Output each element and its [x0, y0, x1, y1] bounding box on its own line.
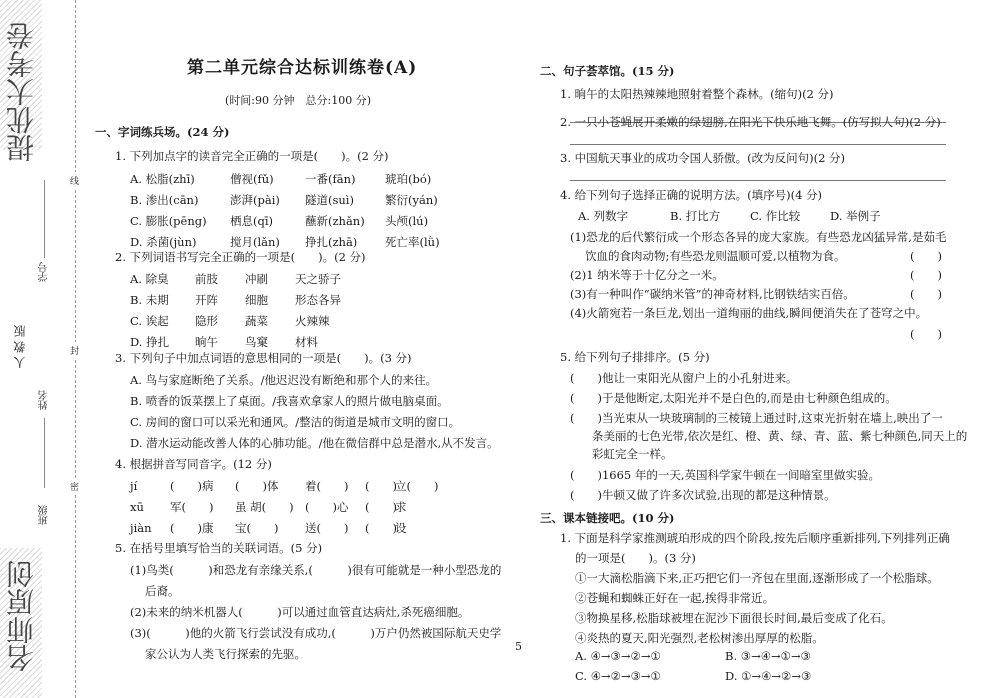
q2-d4: 材料	[295, 335, 318, 349]
q2-c3: 蔬菜	[245, 314, 268, 328]
q1-d1: D. 杀菌(jùn)	[130, 235, 197, 249]
s2-q5-line-7: ( )牛顿又做了许多次试验,出现的都是这种情景。	[570, 488, 836, 502]
s2-q5-line-4: 条美丽的七色光带,依次是红、橙、黄、绿、青、蓝、紫七种颜色,同天上的	[592, 429, 968, 443]
q1-d2: 搅月(lǎn)	[230, 235, 280, 249]
q2-a1: A. 除臭	[130, 272, 169, 286]
s2-q4-line-2: 饮血的食肉动物;有些恐龙则温顺可爱,以植物为食。	[585, 249, 846, 263]
s3-q1-choice-d: D. ①→④→②→③	[725, 669, 812, 683]
q2-b2: 开阵	[195, 293, 218, 307]
q4-r1-c3: 着( )	[305, 479, 349, 493]
brand-bottom: 名师原创	[5, 560, 38, 672]
q4-r3-c2: 宝( )	[235, 521, 279, 535]
q2-c1: C. 诶起	[130, 314, 169, 328]
q2-a2: 前肢	[195, 272, 218, 286]
section-3-heading: 三、课本链接吧。(10 分)	[540, 511, 675, 525]
q1-c1: C. 膨胀(pēng)	[130, 214, 207, 228]
q4-r2-c2: 虽 胡( )	[235, 500, 294, 514]
s2-q5-line-6: ( )1665 年的一天,英国科学家牛顿在一间暗室里做实验。	[570, 468, 881, 482]
q1-b1: B. 渗出(cān)	[130, 193, 199, 207]
q2-a3: 冲刷	[245, 272, 268, 286]
q3-c: C. 房间的窗口可以采光和通风。/整洁的街道是城市文明的窗口。	[130, 415, 461, 429]
s2-q4-paren-2[interactable]: ( )	[910, 268, 942, 282]
q1-b2: 澎湃(pài)	[230, 193, 280, 207]
s3-q1-item-2: ②苍蝇和蜘蛛正好在一起,挨得非常近。	[575, 591, 775, 605]
cut-word-xian: 线	[70, 172, 79, 189]
q4-r2-c3: ( )心	[305, 500, 349, 514]
page-number: 5	[515, 640, 522, 653]
s2-q4-opt-c: C. 作比较	[750, 209, 801, 223]
q1-a1: A. 松脂(zhī)	[130, 172, 195, 186]
q5-line-1: (1)鸟类( )和恐龙有亲缘关系,( )很有可能就是一种小型恐龙的	[130, 563, 502, 577]
q2-b1: B. 未期	[130, 293, 169, 307]
q4-stem: 4. 根据拼音写同音字。(12 分)	[115, 457, 272, 471]
q2-b4: 形态各异	[295, 293, 341, 307]
q3-b: B. 喷香的饭菜摆上了桌面。/我喜欢拿家人的照片做电脑桌面。	[130, 394, 449, 408]
q4-r1-c5: 立( )	[395, 479, 439, 493]
s2-q3-answer-line[interactable]	[570, 180, 946, 181]
s2-q5-stem: 5. 给下列句子排排序。(5 分)	[560, 350, 710, 364]
q2-stem: 2. 下列词语书写完全正确的一项是( )。(2 分)	[115, 250, 366, 264]
q1-d4: 死亡率(lǜ)	[385, 235, 440, 249]
q4-r2-c4: ( )	[365, 500, 397, 514]
q2-d3: 鸟窠	[245, 335, 268, 349]
q5-stem: 5. 在括号里填写恰当的关联词语。(5 分)	[115, 541, 323, 555]
q4-r3-c5: 设	[395, 521, 407, 535]
class-label: 班级	[39, 505, 50, 525]
q4-r3-c4: ( )	[365, 521, 397, 535]
q4-r2-pinyin: xū	[130, 500, 144, 514]
s2-q4-paren-4[interactable]: ( )	[910, 327, 942, 341]
s2-q1: 1. 晌午的太阳热辣辣地照射着整个森林。(缩句)(2 分)	[560, 87, 834, 101]
q5-line-3: (2)未来的纳米机器人( )可以通过血管直达病灶,杀死癌细胞。	[130, 605, 470, 619]
q1-a3: 一番(fān)	[305, 172, 356, 186]
s2-q4-line-5: (4)火箭宛若一条巨龙,划出一道绚丽的曲线,瞬间便消失在了苍穹之中。	[570, 306, 928, 320]
edition-label: 人 教 版	[13, 325, 27, 369]
q1-c2: 栖息(qī)	[230, 214, 274, 228]
q4-r3-c3: 送( )	[305, 521, 349, 535]
s2-q4-paren-3[interactable]: ( )	[910, 287, 942, 301]
page-title: 第二单元综合达标训练卷(A)	[187, 58, 418, 78]
q4-r3-pinyin: jiàn	[130, 521, 152, 535]
q1-a4: 琥珀(bó)	[385, 172, 432, 186]
s3-q1-item-4: ④炎热的夏天,阳光强烈,老松树渗出厚厚的松脂。	[575, 631, 824, 645]
q4-r1-c1: ( )病	[170, 479, 214, 493]
s3-q1-stem-2: 的一项是( )。(3 分)	[575, 551, 696, 565]
name-line	[44, 418, 45, 488]
q4-r1-c4: ( )	[365, 479, 397, 493]
q2-b3: 细胞	[245, 293, 268, 307]
s2-q4-line-1: (1)恐龙的后代繁衍成一个形态各异的庞大家族。有些恐龙凶猛异常,是茹毛	[570, 230, 947, 244]
s2-q4-opt-b: B. 打比方	[670, 209, 721, 223]
q1-c3: 蘸新(zhǎn)	[305, 214, 365, 228]
s2-q5-line-1: ( )他让一束阳光从窗户上的小孔射进来。	[570, 371, 798, 385]
q1-d3: 挣扎(zhā)	[305, 235, 358, 249]
s2-q2-answer-line[interactable]	[570, 144, 946, 145]
s2-q5-line-2: ( )于是他断定,太阳光并不是白色的,而是由七种颜色组成的。	[570, 391, 897, 405]
s2-q4-paren-1[interactable]: ( )	[910, 249, 942, 263]
q1-b4: 繁衍(yán)	[385, 193, 438, 207]
q2-c4: 火辣辣	[295, 314, 330, 328]
binding-strip	[0, 0, 80, 698]
section-2-heading: 二、句子荟萃馆。(15 分)	[540, 64, 675, 78]
cut-word-mi: 密	[70, 478, 79, 495]
s2-q5-line-3: ( )当光束从一块玻璃制的三棱镜上通过时,这束光折射在墙上,映出了一	[570, 411, 943, 425]
q4-r2-c1: 军( )	[170, 500, 214, 514]
exam-meta: (时间:90 分钟 总分:100 分)	[225, 94, 371, 107]
q1-b3: 隧道(suì)	[305, 193, 354, 207]
q5-line-4: (3)( )他的火箭飞行尝试没有成功,( )万户仍然被国际航天史学	[130, 626, 502, 640]
q5-line-2: 后裔。	[145, 584, 180, 598]
q4-r1-c2: ( )体	[235, 479, 279, 493]
q4-r3-c1: ( )康	[170, 521, 214, 535]
q1-c4: 头颅(lú)	[385, 214, 429, 228]
q2-d1: D. 挣扎	[130, 335, 170, 349]
s3-q1-choice-b: B. ③→④→①→③	[725, 649, 811, 663]
s2-q2: 2. 一只小苍蝇展开柔嫩的绿翅膀,在阳光下快乐地飞舞。(仿写拟人句)(2 分)	[560, 115, 941, 129]
student-no-label: 学号	[39, 262, 50, 282]
q3-stem: 3. 下列句子中加点词语的意思相同的一项是( )。(3 分)	[115, 351, 412, 365]
s2-q5-line-5: 彩虹完全一样。	[592, 447, 673, 461]
s3-q1-item-1: ①一大滴松脂滴下来,正巧把它们一齐包在里面,逐渐形成了一个松脂球。	[575, 571, 939, 585]
cut-word-feng: 封	[70, 342, 79, 359]
q2-c2: 隐形	[195, 314, 218, 328]
s2-q4-stem: 4. 给下列句子选择正确的说明方法。(填序号)(4 分)	[560, 188, 823, 202]
s2-q4-line-3: (2)1 纳米等于十亿分之一米。	[570, 268, 724, 282]
s3-q1-stem-1: 1. 下面是科学家推测琥珀形成的四个阶段,按先后顺序重新排列,下列排列正确	[560, 531, 950, 545]
q4-r2-c5: 求	[395, 500, 407, 514]
s2-q4-line-4: (3)有一种叫作“碳纳米管”的神奇材料,比钢铁结实百倍。	[570, 287, 855, 301]
s3-q1-item-3: ③物换星移,松脂球被埋在泥沙下面很长时间,最后变成了化石。	[575, 611, 893, 625]
q3-a: A. 鸟与家庭断绝了关系。/他迟迟没有断绝和那个人的来往。	[130, 373, 437, 387]
s2-q4-opt-a: A. 列数字	[578, 209, 629, 223]
q5-line-5: 家公认为人类飞行探索的先驱。	[145, 647, 306, 661]
s2-q4-opt-d: D. 举例子	[830, 209, 881, 223]
q2-a4: 天之骄子	[295, 272, 341, 286]
student-no-line	[44, 180, 45, 258]
q1-stem: 1. 下列加点字的读音完全正确的一项是( )。(2 分)	[115, 149, 389, 163]
q4-r1-pinyin: jí	[130, 479, 138, 493]
q2-d2: 晌午	[195, 335, 218, 349]
s3-q1-choice-a: A. ④→③→②→①	[575, 649, 661, 663]
s2-q3: 3. 中国航天事业的成功令国人骄傲。(改为反问句)(2 分)	[560, 151, 846, 165]
brand-top: 提优大考卷	[5, 22, 38, 162]
s3-q1-choice-c: C. ④→②→③→①	[575, 669, 661, 683]
name-label: 姓名	[39, 390, 50, 410]
q3-d: D. 潜水运动能改善人体的心肺功能。/他在微信群中总是潜水,从不发言。	[130, 436, 499, 450]
q1-a2: 僧视(fǔ)	[230, 172, 274, 186]
section-1-heading: 一、字词练兵场。(24 分)	[95, 125, 230, 139]
